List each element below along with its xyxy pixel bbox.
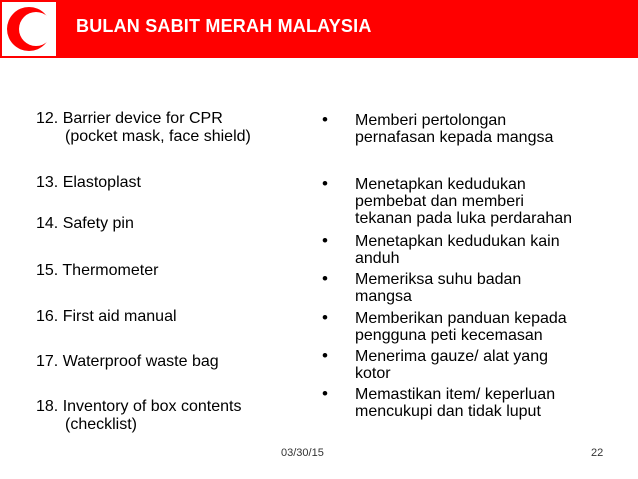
footer-date: 03/30/15 — [281, 447, 324, 459]
bullet-text: Memberi pertolongan — [355, 112, 507, 129]
bullet-text: anduh — [355, 250, 400, 267]
item-text: Inventory of box contents — [62, 398, 242, 415]
list-item — [36, 174, 141, 192]
item-number: 18. — [36, 398, 59, 415]
item-text: First aid manual — [62, 308, 177, 325]
bullet-item — [322, 112, 553, 146]
item-number: 15. — [36, 262, 59, 279]
bullet-text: mangsa — [355, 288, 412, 305]
bullet-item — [322, 176, 572, 227]
list-item — [36, 262, 158, 280]
item-number: 12. — [36, 110, 59, 127]
page-number: 22 — [591, 447, 604, 459]
bullet-text: Memberikan panduan kepada — [355, 310, 567, 327]
bullet-item — [322, 233, 560, 267]
item-text: Waterproof waste bag — [62, 353, 219, 370]
item-subtext: (checklist) — [65, 416, 138, 433]
bullet-text: pengguna peti kecemasan — [355, 327, 543, 344]
bullet-icon: • — [322, 174, 328, 193]
red-crescent-icon — [2, 2, 56, 56]
bullet-item — [322, 348, 548, 382]
list-item — [36, 398, 241, 434]
item-text: Thermometer — [62, 262, 159, 279]
item-number: 16. — [36, 308, 59, 325]
item-number: 13. — [36, 174, 59, 191]
bullet-text: tekanan pada luka perdarahan — [355, 210, 573, 227]
bullet-item — [322, 310, 567, 344]
item-number: 17. — [36, 353, 59, 370]
bullet-text: pernafasan kepada mangsa — [355, 129, 554, 146]
page-title: BULAN SABIT MERAH MALAYSIA — [76, 16, 372, 36]
bullet-icon: • — [322, 110, 328, 129]
bullet-item — [322, 386, 555, 420]
bullet-icon: • — [322, 269, 328, 288]
bullet-text: Memastikan item/ keperluan — [355, 386, 556, 403]
bullet-text: kotor — [355, 365, 391, 382]
bullet-item — [322, 271, 521, 305]
bullet-text: Menetapkan kedudukan kain — [355, 233, 560, 250]
bullet-text: Menetapkan kedudukan — [355, 176, 526, 193]
bullet-icon: • — [322, 384, 328, 403]
item-number: 14. — [36, 215, 59, 232]
bullet-icon: • — [322, 231, 328, 250]
bullet-text: Menerima gauze/ alat yang — [355, 348, 548, 365]
bullet-icon: • — [322, 308, 328, 327]
item-text: Barrier device for CPR — [62, 110, 223, 127]
item-text: Elastoplast — [62, 174, 141, 191]
logo — [2, 2, 56, 56]
list-item — [36, 215, 134, 233]
item-subtext: (pocket mask, face shield) — [65, 128, 251, 145]
bullet-text: pembebat dan memberi — [355, 193, 524, 210]
list-item — [36, 110, 251, 146]
list-item — [36, 308, 177, 326]
bullet-text: mencukupi dan tidak luput — [355, 403, 541, 420]
header-bar — [0, 0, 638, 58]
item-text: Safety pin — [62, 215, 134, 232]
list-item — [36, 353, 219, 371]
bullet-icon: • — [322, 346, 328, 365]
bullet-text: Memeriksa suhu badan — [355, 271, 522, 288]
